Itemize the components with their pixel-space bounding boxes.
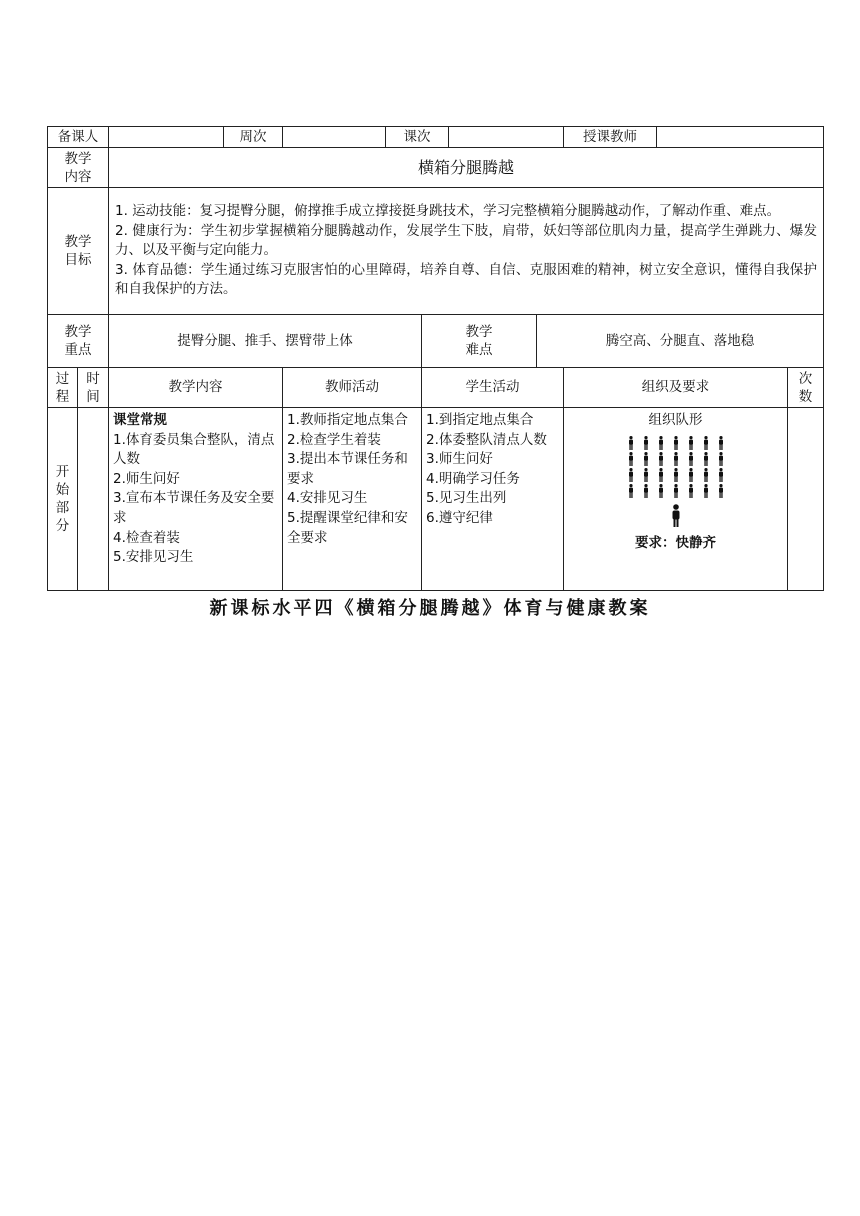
- student-item: 6.遵守纪律: [426, 509, 493, 526]
- lesson-plan-table: [47, 126, 824, 591]
- goals-label-line2: 目标: [64, 252, 92, 268]
- goals-text: [109, 188, 824, 315]
- student-header: 学生活动: [422, 368, 564, 408]
- preparer-value: [109, 127, 224, 148]
- content-item: 2.师生问好: [113, 470, 180, 487]
- lesson-title: 横箱分腿腾越: [109, 148, 824, 188]
- student-person-icon: [668, 468, 683, 482]
- content-item: 4.检查着装: [113, 529, 180, 546]
- section-count: [788, 408, 824, 591]
- student-person-icon: [698, 436, 713, 450]
- teacher-item: 3.提出本节课任务和要求: [287, 451, 408, 487]
- week-value: [283, 127, 386, 148]
- difficulty-label-line1: 教学: [465, 324, 493, 340]
- student-person-icon: [668, 436, 683, 450]
- teacher-label: 授课教师: [564, 127, 657, 148]
- content-header: 教学内容: [109, 368, 283, 408]
- section-teacher: [283, 408, 422, 591]
- difficulty-label: [422, 315, 537, 368]
- student-item: 2.体委整队清点人数: [426, 431, 547, 448]
- process-header-line2: 程: [55, 388, 70, 405]
- teacher-item: 2.检查学生着装: [287, 431, 381, 448]
- teacher-item: 5.提醒课堂纪律和安全要求: [287, 509, 408, 546]
- student-person-icon: [653, 468, 668, 482]
- start-section-row: [48, 408, 824, 591]
- student-person-icon: [683, 436, 698, 450]
- count-header-line2: 数: [798, 388, 813, 405]
- organization-header: 组织及要求: [564, 368, 788, 408]
- section-student: [422, 408, 564, 591]
- section-organization: [564, 408, 788, 591]
- goals-row: [48, 188, 824, 315]
- keypoints-row: [48, 315, 824, 368]
- section-label-char: 始: [55, 482, 70, 498]
- teacher-header: 教师活动: [283, 368, 422, 408]
- student-person-icon: [638, 436, 653, 450]
- student-person-icon: [653, 452, 668, 466]
- lesson-value: [449, 127, 564, 148]
- header-row: [48, 127, 824, 148]
- student-person-icon: [668, 484, 683, 498]
- content-label: [48, 148, 109, 188]
- student-person-icon: [623, 452, 638, 466]
- student-person-icon: [698, 484, 713, 498]
- section-label: [48, 408, 78, 591]
- student-person-icon: [698, 452, 713, 466]
- student-person-icon: [623, 436, 638, 450]
- content-item: 5.安排见习生: [113, 549, 194, 566]
- count-header: [788, 368, 824, 408]
- section-time: [78, 408, 109, 591]
- section-content: [109, 408, 283, 591]
- content-label-line1: 教学: [64, 150, 92, 167]
- student-item: 1.到指定地点集合: [426, 412, 534, 428]
- student-person-icon: [638, 468, 653, 482]
- time-header-line2: 间: [86, 388, 100, 405]
- lesson-label: 课次: [386, 127, 449, 148]
- goal-item: 3. 体育品德：学生通过练习克服害怕的心里障碍，培养自尊、自信、克服困难的精神，树立安全意识，懂得自我保护和自我保护的方法。: [115, 261, 817, 298]
- student-person-icon: [623, 468, 638, 482]
- section-label-char: 分: [55, 518, 70, 534]
- difficulty-value: 腾空高、分腿直、落地稳: [537, 315, 824, 368]
- goal-item: 2. 健康行为：学生初步掌握横箱分腿腾越动作，发展学生下肢，肩带，妖妇等部位肌肉力量，提高学生弹跳力、爆发力、以及平衡与定向能力。: [115, 222, 817, 259]
- student-item: 5.见习生出列: [426, 490, 507, 507]
- student-person-icon: [683, 468, 698, 482]
- keypoints-label: [48, 315, 109, 368]
- process-header: [48, 368, 78, 408]
- difficulty-label-line2: 难点: [465, 342, 493, 358]
- content-item: 1.体育委员集合整队，清点人数: [113, 431, 275, 468]
- student-person-icon: [713, 452, 728, 466]
- section-label-char: 开: [55, 464, 70, 480]
- keypoints-label-line1: 教学: [64, 324, 92, 340]
- teacher-item: 1.教师指定地点集合: [287, 412, 408, 428]
- week-label: 周次: [224, 127, 283, 148]
- student-person-icon: [653, 484, 668, 498]
- teacher-person-icon: [669, 504, 683, 528]
- goals-label-line1: 教学: [64, 234, 92, 250]
- preparer-label: 备课人: [48, 127, 109, 148]
- content-item: 3.宣布本节课任务及安全要求: [113, 490, 275, 526]
- student-person-icon: [653, 436, 668, 450]
- goal-item: 1. 运动技能：复习提臀分腿，俯撑推手成立撑接挺身跳技术，学习完整横箱分腿腾越动作，了解动作重、难点。: [115, 203, 781, 220]
- section-label-char: 部: [55, 500, 70, 516]
- time-header-line1: 时: [86, 370, 100, 387]
- student-person-icon: [683, 484, 698, 498]
- org-title: 组织队形: [648, 412, 703, 428]
- content-heading: 课堂常规: [113, 412, 167, 428]
- content-label-line2: 内容: [64, 168, 92, 185]
- requirement: 要求：快静齐: [635, 535, 716, 551]
- column-header-row: [48, 368, 824, 408]
- student-item: 4.明确学习任务: [426, 470, 520, 487]
- teacher-figure: [568, 504, 783, 528]
- student-person-icon: [638, 484, 653, 498]
- count-header-line1: 次: [798, 370, 813, 387]
- goals-label: [48, 188, 109, 315]
- student-person-icon: [713, 436, 728, 450]
- student-item: 3.师生问好: [426, 451, 493, 468]
- student-person-icon: [638, 452, 653, 466]
- teacher-item: 4.安排见习生: [287, 490, 368, 507]
- formation-grid: [568, 436, 783, 498]
- content-row: [48, 148, 824, 188]
- student-person-icon: [698, 468, 713, 482]
- student-person-icon: [713, 468, 728, 482]
- time-header: [78, 368, 109, 408]
- document-title: 新课标水平四《横箱分腿腾越》体育与健康教案: [209, 598, 651, 619]
- keypoints-label-line2: 重点: [64, 342, 92, 358]
- student-person-icon: [713, 484, 728, 498]
- student-person-icon: [683, 452, 698, 466]
- student-person-icon: [668, 452, 683, 466]
- keypoints-value: 提臀分腿、推手、摆臂带上体: [109, 315, 422, 368]
- teacher-value: [657, 127, 824, 148]
- process-header-line1: 过: [55, 370, 70, 387]
- student-person-icon: [623, 484, 638, 498]
